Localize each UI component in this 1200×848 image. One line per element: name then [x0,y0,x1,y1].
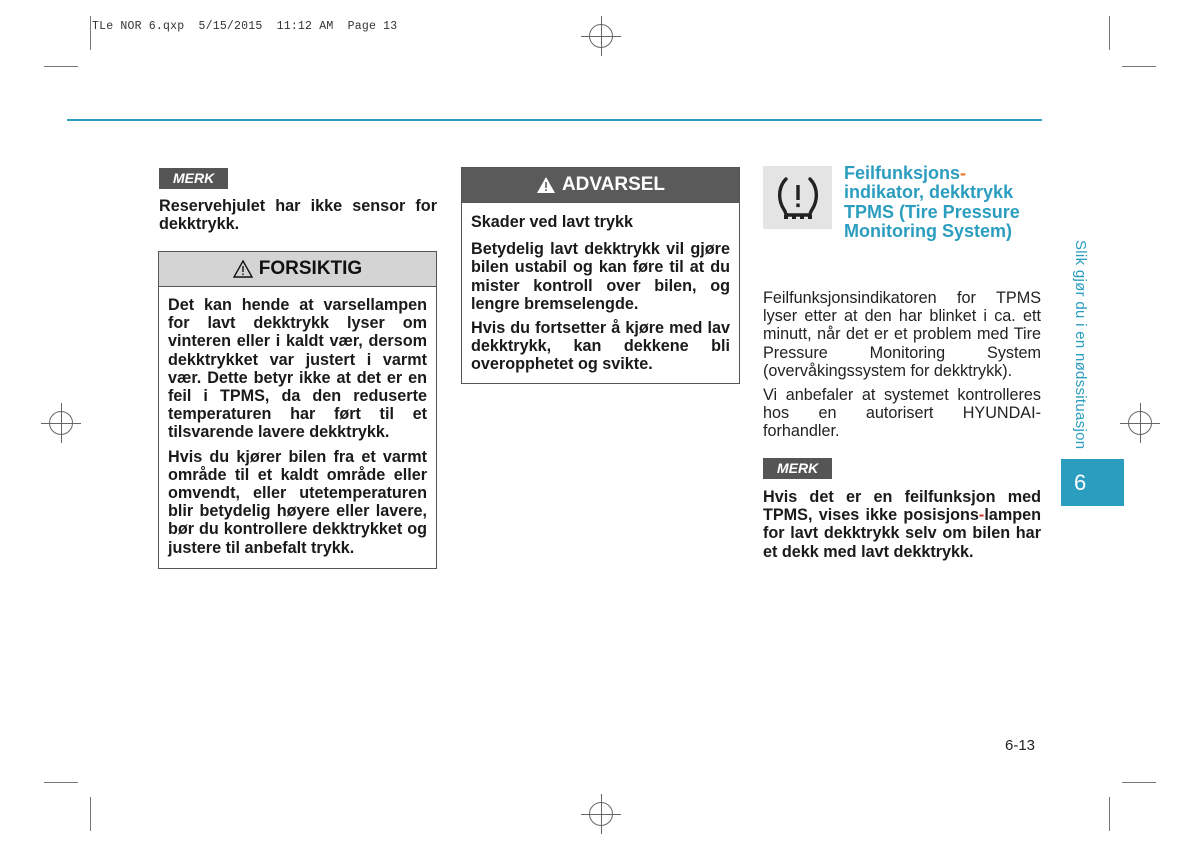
section-body [763,289,1041,447]
registration-mark [589,802,613,826]
print-header: TLe NOR 6.qxp 5/15/2015 11:12 AM Page 13 [92,20,398,33]
section-title [844,164,1044,241]
chapter-side-label: Slik gjør du i en nødssituasjon [1072,240,1089,450]
chapter-tab: 6 [1061,459,1124,506]
advarsel-para-2: Hvis du fortsetter å kjøre med lav dekktrykk, kan dekkene bli overopphetet og svikte. [471,319,730,374]
section-para-2: Vi anbefaler at systemet kontrolleres hos en autorisert HYUNDAI-forhandler. [763,386,1041,441]
registration-mark [589,24,613,48]
crop-mark [90,16,91,50]
merk-note-2-hyphen: - [978,506,985,525]
section-title-part-1: Feilfunksjons [844,163,961,183]
advarsel-para-1: Betydelig lavt dekktrykk vil gjøre bilen ustabil og kan føre til at du mister kontroll over bilen, og lengre bremselengde. [471,240,730,313]
forsiktig-body [159,287,436,565]
merk-note-text: Reservehjulet har ikke sensor for dekktrykk. [159,197,437,234]
crop-mark [1122,66,1156,67]
advarsel-box [461,167,740,384]
forsiktig-header [159,252,436,287]
section-title-hyphen: - [960,163,967,183]
crop-mark [44,782,78,783]
tpms-warning-icon [773,175,823,221]
merk-note-2-text [763,488,1041,561]
header-rule [67,119,1042,121]
merk-note [159,197,437,239]
caution-triangle-icon [233,260,253,278]
registration-mark [1128,411,1152,435]
section-para-1: Feilfunksjonsindikatoren for TPMS lyser etter at den har blinket i ca. ett minutt, når det er et problem med Tire Pressure Monitoring System (overvåkingssystem for dekktrykk). [763,289,1041,380]
advarsel-header [462,168,739,203]
crop-mark [1122,782,1156,783]
forsiktig-para-2: Hvis du kjører bilen fra et varmt område til et kaldt område eller omvendt, eller utetemperaturen blir betydelig høyere eller lavere, bør du kontrollere dekktrykket og justere til anbefalt trykk. [168,447,427,557]
forsiktig-box [158,251,437,569]
warning-triangle-icon [536,176,556,194]
crop-mark [44,66,78,67]
crop-mark [1109,797,1110,831]
crop-mark [90,797,91,831]
page-number: 6-13 [1005,737,1036,754]
forsiktig-title: FORSIKTIG [258,258,363,279]
merk-badge: MERK [159,168,228,189]
merk-note-2 [763,488,1041,561]
forsiktig-para-1: Det kan hende at varsellampen for lavt dekktrykk lyser om vinteren eller i kaldt vær, dersom dekktrykket var justert i varmt vær. Dette betyr ikke at det er en feil i TPMS, da den reduserte temperaturen har ført til et tilsvarende lavere dekktrykk. [168,296,427,442]
merk-note-2-b: lampen for lavt dekktrykk selv om bilen har et dekk med lavt dekktrykk. [763,506,1041,561]
section-title-part-2: indikator, dekktrykk TPMS (Tire Pressure Monitoring System) [844,182,1020,241]
merk-badge-2: MERK [763,458,832,479]
crop-mark [1109,16,1110,50]
tpms-icon-box [763,166,832,229]
advarsel-body [462,203,739,382]
merk-note-2-a: Hvis det er en feilfunksjon med TPMS, vises ikke posisjons [763,488,1041,525]
advarsel-subtitle: Skader ved lavt trykk [471,213,633,231]
registration-mark [49,411,73,435]
advarsel-title: ADVARSEL [561,174,666,195]
